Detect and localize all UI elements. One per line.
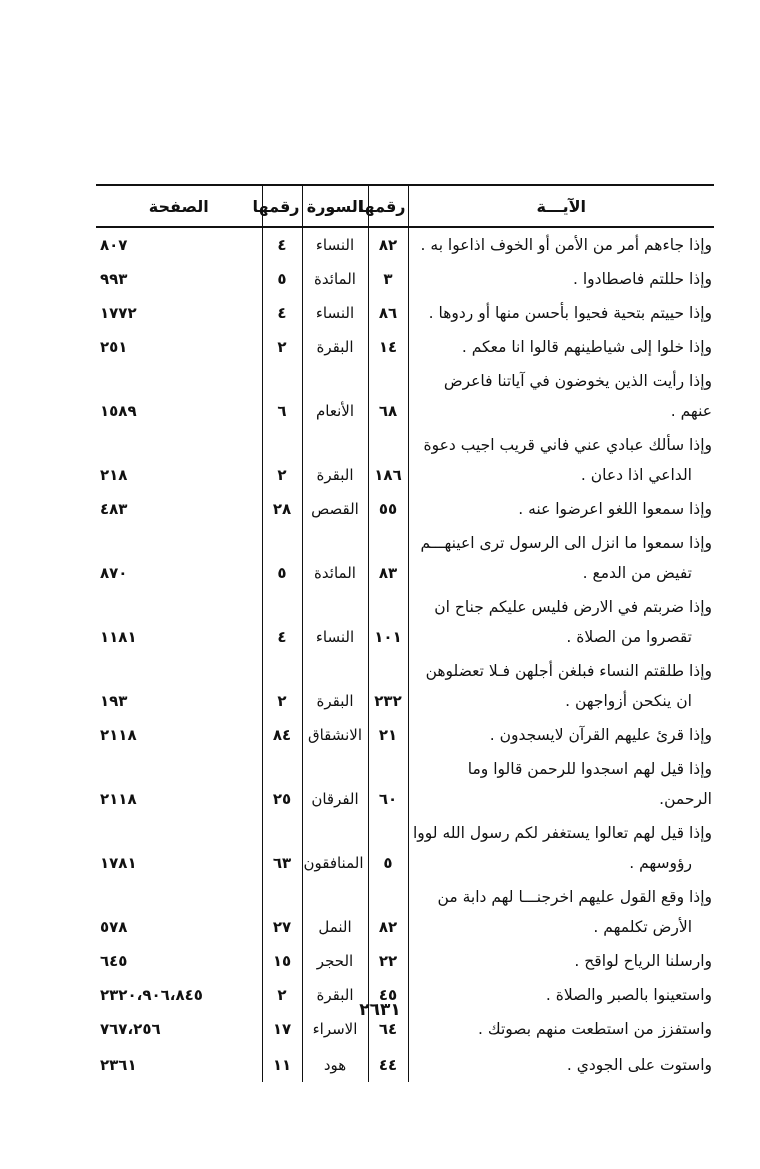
surah-number: ٨٤ (272, 726, 292, 744)
verse-line: واستعينوا بالصبر والصلاة . (545, 986, 712, 1004)
verse-text (408, 330, 714, 364)
surah-number-cell (262, 1012, 302, 1046)
table-row (96, 654, 714, 718)
page-reference-cell (96, 978, 262, 1012)
surah-number-cell (262, 492, 302, 526)
verse-number: ٥ (383, 854, 393, 872)
page-reference: ٨٧٠ (100, 564, 128, 582)
verse-line: وإذا سمعوا اللغو اعرضوا عنه . (518, 500, 712, 518)
verse-text (408, 944, 714, 978)
verse-line: واستوت على الجودي . (566, 1056, 712, 1074)
surah-name-cell (302, 590, 368, 654)
verse-text (408, 296, 714, 330)
surah-number: ١٥ (272, 952, 292, 970)
page-reference-cell (96, 752, 262, 816)
verse-number: ٦٠ (378, 790, 398, 808)
surah-number: ٤ (277, 304, 287, 322)
page-reference-cell (96, 428, 262, 492)
header-surah: السورة (302, 185, 368, 227)
page-number: ٢٦٣١ (359, 1000, 401, 1020)
page-reference: ١٧٧٢ (100, 304, 137, 322)
surah-name-cell (302, 718, 368, 752)
surah-name: البقرة (316, 986, 354, 1004)
surah-name: النمل (318, 918, 352, 936)
surah-name-cell (302, 330, 368, 364)
surah-name: المائدة (314, 270, 356, 288)
verse-line: وإذا وقع القول عليهم اخرجنـــا لهم دابة من (437, 888, 712, 906)
surah-name: الفرقان (311, 790, 359, 808)
table-row (96, 364, 714, 428)
verse-index-table (96, 184, 714, 1082)
verse-line: وإذا قيل لهم تعالوا يستغفر لكم رسول الله لووا (413, 824, 712, 842)
verse-text (408, 1046, 714, 1082)
verse-text (408, 1012, 714, 1046)
page-reference-cell (96, 227, 262, 262)
header-verse: الآيـــة (408, 185, 714, 227)
surah-number: ٦ (277, 402, 287, 420)
verse-number: ١٨٦ (374, 466, 402, 484)
page-reference: ٥٧٨ (100, 918, 128, 936)
verse-number-cell (368, 590, 408, 654)
verse-number: ٨٢ (378, 918, 398, 936)
verse-line: وإذا حللتم فاصطادوا . (573, 270, 712, 288)
verse-number: ٤٥ (378, 986, 398, 1004)
verse-line: وارسلنا الرياح لواقح . (574, 952, 712, 970)
surah-number: ٢ (277, 338, 287, 356)
surah-number-cell (262, 330, 302, 364)
page-reference: ٢١١٨ (100, 790, 137, 808)
surah-number-cell (262, 752, 302, 816)
surah-number-cell (262, 978, 302, 1012)
table-row (96, 880, 714, 944)
verse-continuation-line: ان ينكحن أزواجهن . (565, 692, 692, 710)
verse-number-cell (368, 428, 408, 492)
verse-number-cell (368, 227, 408, 262)
page-reference-cell (96, 1012, 262, 1046)
table-row (96, 262, 714, 296)
header-verse-number: رقمها (368, 185, 408, 227)
verse-continuation-line: الأرض تكلمهم . (593, 918, 692, 936)
verse-text (408, 816, 714, 880)
surah-name: الحجر (316, 952, 354, 970)
verse-number-cell (368, 880, 408, 944)
surah-name: القصص (311, 500, 359, 518)
verse-line: وإذا حييتم بتحية فحيوا بأحسن منها أو ردوها . (428, 304, 712, 322)
surah-name-cell (302, 880, 368, 944)
page-reference-cell (96, 526, 262, 590)
verse-number-cell (368, 944, 408, 978)
surah-name-cell (302, 816, 368, 880)
page-reference-cell (96, 296, 262, 330)
verse-number: ٢٢ (378, 952, 398, 970)
table-row (96, 944, 714, 978)
header-surah-number: رقمها (262, 185, 302, 227)
surah-name-cell (302, 1046, 368, 1082)
surah-number-cell (262, 654, 302, 718)
page-reference: ٢٣٦١ (100, 1056, 137, 1074)
surah-number-cell (262, 227, 302, 262)
page-reference: ٢٥١ (100, 338, 128, 356)
surah-number-cell (262, 880, 302, 944)
surah-name: النساء (315, 304, 355, 322)
verse-number-cell (368, 816, 408, 880)
surah-number-cell (262, 428, 302, 492)
page-reference: ٢١٨ (100, 466, 128, 484)
surah-number-cell (262, 526, 302, 590)
verse-text (408, 880, 714, 944)
surah-name-cell (302, 364, 368, 428)
table-row (96, 330, 714, 364)
verse-number-cell (368, 364, 408, 428)
verse-number: ٨٦ (378, 304, 398, 322)
surah-name: البقرة (316, 692, 354, 710)
surah-name-cell (302, 752, 368, 816)
verse-line: وإذا قيل لهم اسجدوا للرحمن قالوا وما الرحمن. (467, 760, 712, 808)
table-row (96, 752, 714, 816)
page-reference: ٦٤٥ (100, 952, 128, 970)
verse-text (408, 752, 714, 816)
page-reference: ١٧٨١ (100, 854, 137, 872)
verse-line: وإذا ضربتم في الارض فليس عليكم جناح ان (434, 598, 712, 616)
verse-number: ٥٥ (378, 500, 398, 518)
surah-name: هود (323, 1056, 347, 1074)
header-page: الصفحة (96, 185, 262, 227)
surah-number-cell (262, 1046, 302, 1082)
surah-number-cell (262, 816, 302, 880)
surah-number: ٤ (277, 628, 287, 646)
page-reference: ١٥٨٩ (100, 402, 137, 420)
verse-line: وإذا خلوا إلى شياطينهم قالوا انا معكم . (461, 338, 712, 356)
verse-number: ٨٢ (378, 236, 398, 254)
verse-number: ٣ (383, 270, 393, 288)
page-reference-cell (96, 654, 262, 718)
surah-number: ٢ (277, 466, 287, 484)
verse-number-cell (368, 654, 408, 718)
page-reference-cell (96, 590, 262, 654)
verse-text (408, 364, 714, 428)
verse-text (408, 590, 714, 654)
verse-text (408, 654, 714, 718)
surah-name: البقرة (316, 466, 354, 484)
verse-text (408, 718, 714, 752)
verse-number-cell (368, 1046, 408, 1082)
surah-name: المائدة (314, 564, 356, 582)
verse-number-cell (368, 330, 408, 364)
verse-line: وإذا سألك عبادي عني فاني قريب اجيب دعوة (423, 436, 712, 454)
page-reference: ١٩٣ (100, 692, 128, 710)
surah-name-cell (302, 227, 368, 262)
page-reference: ٢٣٢٠،٩٠٦،٨٤٥ (100, 986, 203, 1004)
surah-number: ٢٧ (272, 918, 292, 936)
table-row (96, 816, 714, 880)
verse-line: وإذا سمعوا ما انزل الى الرسول ترى اعينهـــم (420, 534, 712, 552)
verse-text (408, 526, 714, 590)
verse-continuation-line: رؤوسهم . (629, 854, 692, 872)
verse-text (408, 978, 714, 1012)
surah-name-cell (302, 944, 368, 978)
surah-number: ٢ (277, 986, 287, 1004)
verse-number: ٦٤ (378, 1020, 398, 1038)
page-reference: ٩٩٣ (100, 270, 128, 288)
verse-number: ٢١ (378, 726, 398, 744)
table-row (96, 590, 714, 654)
surah-name-cell (302, 526, 368, 590)
verse-text (408, 262, 714, 296)
table-row (96, 1046, 714, 1082)
surah-name-cell (302, 654, 368, 718)
surah-name: المنافقون (303, 854, 364, 872)
surah-number: ٢٨ (272, 500, 292, 518)
page-reference: ١١٨١ (100, 628, 137, 646)
verse-number-cell (368, 526, 408, 590)
verse-number-cell (368, 752, 408, 816)
surah-number: ٦٣ (272, 854, 292, 872)
verse-number-cell (368, 718, 408, 752)
surah-name: الأنعام (316, 402, 354, 420)
page-reference-cell (96, 944, 262, 978)
table-row (96, 492, 714, 526)
surah-number: ٢ (277, 692, 287, 710)
verse-continuation-line: تقصروا من الصلاة . (566, 628, 692, 646)
verse-continuation-line: تفيض من الدمع . (582, 564, 692, 582)
page-reference-cell (96, 330, 262, 364)
verse-line: وإذا طلقتم النساء فبلغن أجلهن فـلا تعضلوهن (425, 662, 712, 680)
table-row (96, 296, 714, 330)
surah-name-cell (302, 262, 368, 296)
page-reference: ٨٠٧ (100, 236, 128, 254)
verse-number-cell (368, 262, 408, 296)
verse-line: وإذا جاءهم أمر من الأمن أو الخوف اذاعوا به . (420, 236, 712, 254)
verse-number-cell (368, 492, 408, 526)
page-reference: ٢١١٨ (100, 726, 137, 744)
verse-number: ٢٣٢ (374, 692, 402, 710)
verse-text (408, 428, 714, 492)
table-row (96, 227, 714, 262)
page-reference-cell (96, 718, 262, 752)
verse-text (408, 227, 714, 262)
surah-number-cell (262, 296, 302, 330)
surah-number-cell (262, 590, 302, 654)
verse-line: وإذا رأيت الذين يخوضون في آياتنا فاعرض عنهم . (443, 372, 712, 420)
table-body (96, 227, 714, 1082)
page-reference-cell (96, 492, 262, 526)
table-row (96, 526, 714, 590)
surah-name: النساء (315, 236, 355, 254)
verse-number: ٨٣ (378, 564, 398, 582)
page-reference-cell (96, 364, 262, 428)
page-reference: ٤٨٣ (100, 500, 128, 518)
surah-number-cell (262, 718, 302, 752)
surah-number: ٢٥ (272, 790, 292, 808)
surah-number: ٥ (277, 270, 287, 288)
verse-continuation-line: الداعي اذا دعان . (580, 466, 692, 484)
surah-number: ٤ (277, 236, 287, 254)
surah-number-cell (262, 364, 302, 428)
surah-number-cell (262, 262, 302, 296)
table-row (96, 428, 714, 492)
header-row (96, 185, 714, 227)
verse-line: وإذا قرئ عليهم القرآن لايسجدون . (489, 726, 712, 744)
verse-text (408, 492, 714, 526)
page-reference-cell (96, 1046, 262, 1082)
page-reference-cell (96, 880, 262, 944)
verse-line: واستفزز من استطعت منهم بصوتك . (478, 1020, 712, 1038)
surah-number: ١١ (272, 1056, 292, 1074)
page-reference-cell (96, 262, 262, 296)
page-reference-cell (96, 816, 262, 880)
table-header (96, 185, 714, 227)
verse-number: ١٤ (378, 338, 398, 356)
verse-number: ٦٨ (378, 402, 398, 420)
surah-number: ٥ (277, 564, 287, 582)
verse-number: ٤٤ (378, 1056, 398, 1074)
table-row (96, 718, 714, 752)
page-reference: ٧٦٧،٢٥٦ (100, 1020, 161, 1038)
verse-number-cell (368, 296, 408, 330)
surah-name: النساء (315, 628, 355, 646)
verse-number: ١٠١ (374, 628, 402, 646)
surah-name-cell (302, 492, 368, 526)
surah-number: ١٧ (272, 1020, 292, 1038)
surah-name: الانشقاق (307, 726, 363, 744)
surah-name-cell (302, 428, 368, 492)
surah-name-cell (302, 296, 368, 330)
surah-name: البقرة (316, 338, 354, 356)
surah-number-cell (262, 944, 302, 978)
surah-name: الاسراء (312, 1020, 358, 1038)
